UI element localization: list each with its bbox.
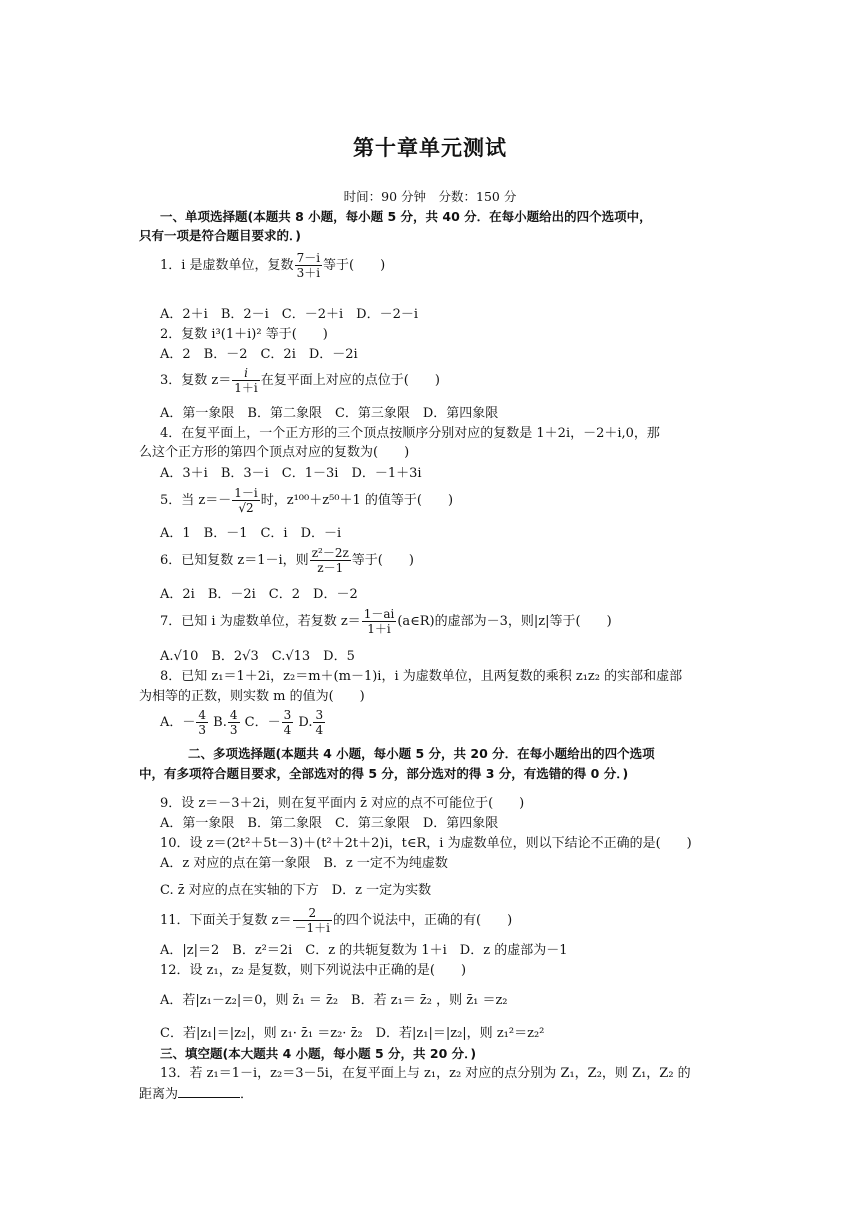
fraction: $\frac{1-ai}{1+i}$ xyxy=(363,607,395,636)
question-2: 2．复数 i³(1＋i)² 等于( ) xyxy=(160,327,328,342)
question-13: 13．若 z₁＝1－i，z₂＝3－5i，在复平面上与 z₁，z₂ 对应的点分别为 Z₁，Z₂，则 Z₁，Z₂ 的 xyxy=(160,1066,691,1081)
question-10-options-ab: A．z 对应的点在第一象限 B．z 一定不为纯虚数 xyxy=(160,856,448,871)
question-12-options-ab: A．若|z₁－z₂|＝0，则 z̄₁ ＝ z̄₂ B．若 z₁＝ z̄₂ ，则 z̄₁ ＝z₂ xyxy=(160,993,508,1008)
exam-meta: 时间：90 分钟 分数：150 分 xyxy=(343,189,517,204)
question-10-options-cd: C. z̄ 对应的点在实轴的下方 D．z 一定为实数 xyxy=(160,883,432,898)
fraction: $\frac{i}{1+i}$ xyxy=(234,366,258,395)
question-9-options: A．第一象限 B．第二象限 C．第三象限 D．第四象限 xyxy=(160,816,499,831)
page-title: 第十章单元测试 xyxy=(353,136,507,160)
question-9: 9．设 z＝－3＋2i，则在复平面内 z̄ 对应的点不可能位于( ) xyxy=(160,796,525,811)
question-6-options: A．2i B．－2i C．2 D．－2 xyxy=(160,587,358,602)
fraction: $\frac{\text{z²－2z}}{z-1}$ xyxy=(311,546,349,575)
section-3-heading: 三、填空题(本大题共 4 小题，每小题 5 分，共 20 分．) xyxy=(160,1046,477,1061)
question-7-options: A.√10 B．2√3 C.√13 D．5 xyxy=(160,649,355,664)
question-4-options: A．3＋i B．3－i C．1－3i D．－1＋3i xyxy=(160,466,422,481)
fraction: $\frac{2}{-1+i}$ xyxy=(294,906,331,935)
question-3: 3．复数 z＝ $\frac{i}{1+i}$ 在复平面上对应的点位于( ) xyxy=(160,366,440,395)
question-5-options: A．1 B．－1 C．i D．－i xyxy=(160,526,342,541)
question-11-options: A．|z|＝2 B．z²＝2i C．z 的共轭复数为 1＋i D．z 的虚部为－1 xyxy=(160,943,568,958)
question-6: 6．已知复数 z＝1－i，则 $\frac{\text{z²－2z}}{z-1}$ 等于( ) xyxy=(160,546,414,575)
section-2-heading-cont: 中，有多项符合题目要求，全部选对的得 5 分，部分选对的得 3 分，有选错的得 0 分．) xyxy=(139,766,629,781)
question-12-options-cd: C．若|z₁|＝|z₂|，则 z₁· z̄₁ ＝z₂· z̄₂ D．若|z₁|＝|z₂|，则 z₁²＝z₂² xyxy=(160,1026,545,1041)
fraction: $\frac{1-i}{√2}$ xyxy=(234,486,258,515)
question-7: 7．已知 i 为虚数单位，若复数 z＝ $\frac{1-ai}{1+i}$ (a∈R)的虚部为－3，则|z|等于( ) xyxy=(160,607,612,636)
question-3-options: A．第一象限 B．第二象限 C．第三象限 D．第四象限 xyxy=(160,406,499,421)
answer-blank[interactable] xyxy=(178,1085,240,1098)
question-13-cont: 距离为 ． xyxy=(139,1087,254,1102)
section-2-heading: 二、多项选择题(本题共 4 小题，每小题 5 分，共 20 分．在每小题给出的四个选项 xyxy=(188,746,655,761)
section-1-heading-cont: 只有一项是符合题目要求的．) xyxy=(139,228,301,243)
question-1-options: A．2＋i B．2－i C．－2＋i D．－2－i xyxy=(160,307,419,322)
question-8-cont: 为相等的正数，则实数 m 的值为( ) xyxy=(139,689,365,704)
question-8-options: A．－ $\frac{4}{3}$ B. $\frac{4}{3}$ C．－ $\frac{3}{4}$ D. $\frac{3}{4}$ xyxy=(160,708,324,737)
section-1-heading: 一、单项选择题(本题共 8 小题，每小题 5 分，共 40 分．在每小题给出的四个选项中， xyxy=(160,209,652,224)
question-4-cont: 么这个正方形的第四个顶点对应的复数为( ) xyxy=(139,445,410,460)
question-12: 12．设 z₁，z₂ 是复数，则下列说法中正确的是( ) xyxy=(160,963,467,978)
question-5: 5．当 z＝－ $\frac{1-i}{√2}$ 时，z¹⁰⁰＋z⁵⁰＋1 的值等于( ) xyxy=(160,486,454,515)
question-4: 4．在复平面上，一个正方形的三个顶点按顺序分别对应的复数是 1＋2i，－2＋i,0，那 xyxy=(160,426,660,441)
question-1: 1．i 是虚数单位，复数 $\frac{7-i}{3+i}$ 等于( ) xyxy=(160,251,386,280)
question-10: 10．设 z＝(2t²＋5t－3)＋(t²＋2t＋2)i，t∈R，i 为虚数单位，则以下结论不正确的是( ) xyxy=(160,836,692,851)
question-11: 11．下面关于复数 z＝ $\frac{2}{-1+i}$ 的四个说法中，正确的有( ) xyxy=(160,906,513,935)
question-2-options: A．2 B．－2 C．2i D．－2i xyxy=(160,347,358,362)
fraction: $\frac{7-i}{3+i}$ xyxy=(296,251,321,280)
question-8: 8．已知 z₁＝1＋2i，z₂＝m＋(m－1)i，i 为虚数单位，且两复数的乘积 z₁z₂ 的实部和虚部 xyxy=(160,669,683,684)
